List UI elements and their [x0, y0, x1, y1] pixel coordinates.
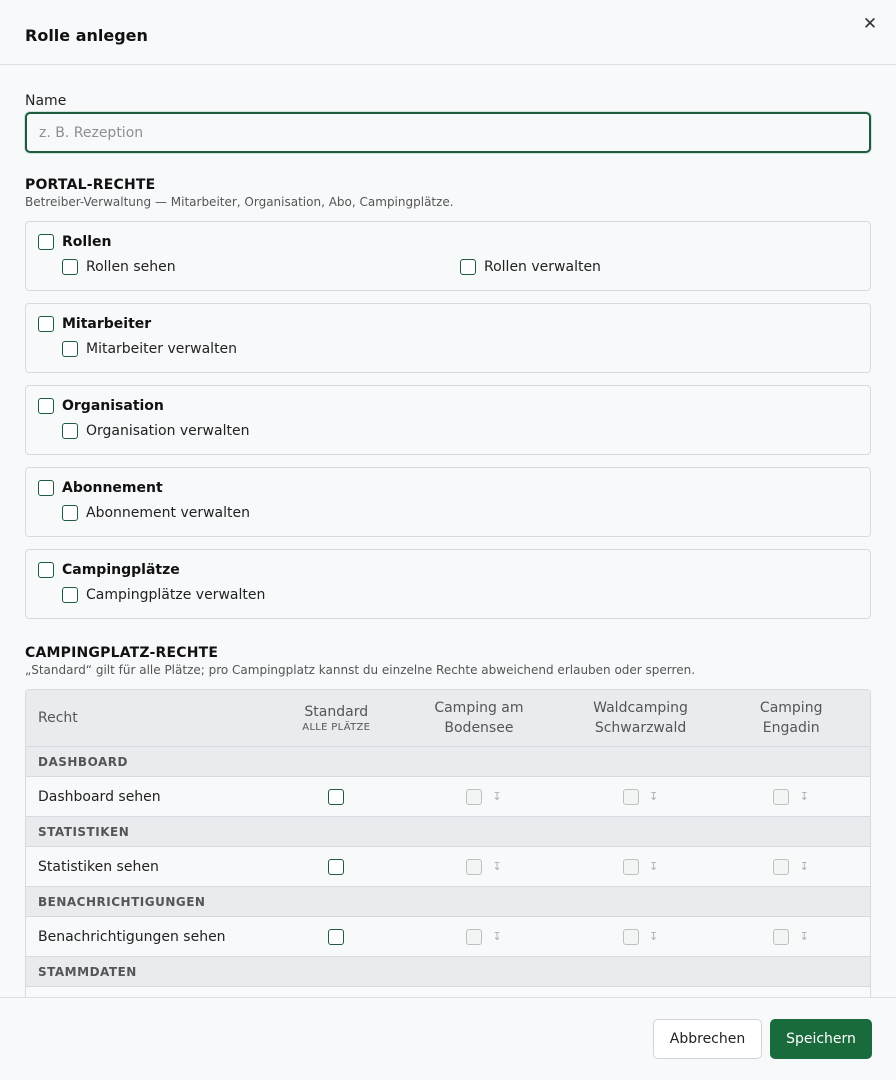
standard-checkbox[interactable]	[328, 929, 344, 945]
table-row	[26, 847, 870, 887]
checkbox-rollen-verwalten[interactable]	[460, 259, 476, 275]
portal-section	[25, 177, 871, 209]
group-label: Mitarbeiter	[62, 316, 152, 332]
checkbox-campingplaetze-verwalten[interactable]	[62, 587, 78, 603]
group-label: Abonnement	[62, 480, 163, 496]
permission-item	[62, 423, 465, 439]
group-checkbox-rollen[interactable]	[38, 234, 54, 250]
site-checkbox[interactable]	[623, 789, 639, 805]
group-label: Rollen	[62, 234, 112, 250]
table-row	[26, 777, 870, 817]
column-label-line: Waldcamping	[593, 700, 688, 716]
dialog-body	[0, 66, 896, 998]
permission-label: Abonnement verwalten	[86, 505, 251, 521]
inherit-arrow-icon[interactable]: ↧	[648, 790, 659, 803]
column-header-engadin	[712, 698, 870, 738]
close-icon[interactable]: ✕	[862, 14, 878, 34]
site-checkbox[interactable]	[773, 929, 789, 945]
group-label: Campingplätze	[62, 562, 180, 578]
permission-label: Rollen sehen	[86, 259, 176, 275]
site-checkbox[interactable]	[623, 859, 639, 875]
permission-item	[62, 505, 465, 521]
permission-label: Organisation verwalten	[86, 423, 250, 439]
permission-name: Dashboard sehen	[38, 788, 161, 805]
portal-subtitle: Betreiber-Verwaltung — Mitarbeiter, Organisation, Abo, Campingplätze.	[25, 195, 454, 209]
column-header-standard	[283, 702, 389, 734]
camping-subtitle: „Standard“ gilt für alle Plätze; pro Campingplatz kannst du einzelne Rechte abweichend erlauben oder sperren.	[25, 663, 696, 677]
camping-section	[25, 645, 871, 677]
dialog-header	[0, 0, 896, 65]
permission-name: Statistiken sehen	[38, 858, 159, 875]
column-standard-label: Standard	[304, 704, 369, 720]
name-label: Name	[25, 93, 67, 109]
column-label-line: Camping am	[434, 700, 524, 716]
column-standard-sub: ALLE PLÄTZE	[302, 722, 371, 733]
inherit-arrow-icon[interactable]: ↧	[492, 860, 502, 873]
dialog-footer	[0, 997, 896, 1080]
checkbox-mitarbeiter-verwalten[interactable]	[62, 341, 78, 357]
group-organisation	[25, 385, 871, 455]
group-checkbox-abonnement[interactable]	[38, 480, 54, 496]
site-checkbox[interactable]	[466, 859, 482, 875]
column-label-line: Bodensee	[444, 720, 514, 736]
column-label-line: Engadin	[762, 720, 820, 736]
permissions-table	[25, 689, 871, 998]
permission-item	[62, 587, 465, 603]
permission-label: Mitarbeiter verwalten	[86, 341, 238, 357]
site-checkbox[interactable]	[773, 789, 789, 805]
inherit-arrow-icon[interactable]: ↧	[799, 790, 809, 803]
group-checkbox-mitarbeiter[interactable]	[38, 316, 54, 332]
group-campingplaetze	[25, 549, 871, 619]
column-label-line: Schwarzwald	[594, 720, 687, 736]
site-checkbox[interactable]	[466, 929, 482, 945]
inherit-arrow-icon[interactable]: ↧	[799, 860, 809, 873]
cancel-button[interactable]: Abbrechen	[653, 1019, 762, 1059]
category-row: STATISTIKEN	[26, 817, 870, 847]
permission-label: Campingplätze verwalten	[86, 587, 266, 603]
column-header-recht: Recht	[38, 710, 78, 726]
inherit-arrow-icon[interactable]: ↧	[648, 930, 659, 943]
site-checkbox[interactable]	[466, 789, 482, 805]
site-checkbox[interactable]	[623, 929, 639, 945]
permission-item	[62, 259, 460, 275]
permission-name: Benachrichtigungen sehen	[38, 928, 226, 945]
inherit-arrow-icon[interactable]: ↧	[799, 930, 809, 943]
checkbox-rollen-sehen[interactable]	[62, 259, 78, 275]
dialog-title: Rolle anlegen	[25, 25, 148, 45]
group-abonnement	[25, 467, 871, 537]
permission-item	[460, 259, 858, 275]
inherit-arrow-icon[interactable]: ↧	[648, 860, 659, 873]
name-input[interactable]	[25, 112, 871, 153]
checkbox-abonnement-verwalten[interactable]	[62, 505, 78, 521]
permission-label: Rollen verwalten	[484, 259, 601, 275]
group-mitarbeiter	[25, 303, 871, 373]
standard-checkbox[interactable]	[328, 859, 344, 875]
table-row	[26, 917, 870, 957]
category-row: DASHBOARD	[26, 747, 870, 777]
column-label-line: Camping	[759, 700, 823, 716]
checkbox-organisation-verwalten[interactable]	[62, 423, 78, 439]
portal-title: PORTAL-RECHTE	[25, 177, 156, 193]
save-button[interactable]: Speichern	[770, 1019, 872, 1059]
site-checkbox[interactable]	[773, 859, 789, 875]
group-checkbox-campingplaetze[interactable]	[38, 562, 54, 578]
inherit-arrow-icon[interactable]: ↧	[492, 930, 502, 943]
inherit-arrow-icon[interactable]: ↧	[492, 790, 502, 803]
camping-title: CAMPINGPLATZ-RECHTE	[25, 645, 219, 661]
permission-item	[62, 341, 465, 357]
group-label: Organisation	[62, 398, 164, 414]
group-rollen	[25, 221, 871, 291]
column-header-bodensee	[389, 698, 569, 738]
table-header	[26, 690, 870, 747]
category-row: STAMMDATEN	[26, 957, 870, 987]
category-row: BENACHRICHTIGUNGEN	[26, 887, 870, 917]
group-checkbox-organisation[interactable]	[38, 398, 54, 414]
column-header-schwarzwald	[569, 698, 713, 738]
standard-checkbox[interactable]	[328, 789, 344, 805]
